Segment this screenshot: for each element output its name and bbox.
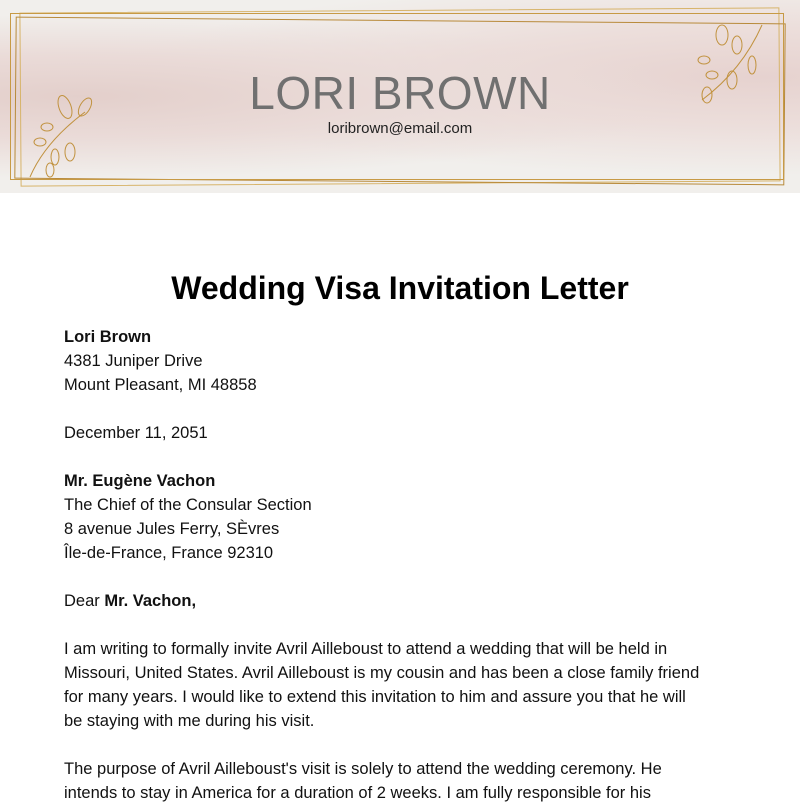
paragraph bbox=[64, 757, 744, 805]
paragraph-line: intends to stay in America for a duration of 2 weeks. I am fully responsible for his bbox=[64, 784, 651, 802]
salutation-prefix: Dear bbox=[64, 592, 105, 610]
salutation-name: Mr. Vachon, bbox=[104, 592, 197, 610]
paragraph-line: be staying with me during his visit. bbox=[64, 712, 315, 730]
sender-address-line: 4381 Juniper Drive bbox=[64, 352, 203, 370]
letterhead-name: LORI BROWN bbox=[249, 67, 551, 119]
letterhead-banner bbox=[0, 0, 800, 193]
recipient-name: Mr. Eugène Vachon bbox=[64, 472, 216, 490]
letter-date: December 11, 2051 bbox=[64, 424, 208, 442]
sender-name: Lori Brown bbox=[64, 328, 152, 346]
letterhead-email: loribrown@email.com bbox=[327, 120, 473, 137]
paragraph-line: I am writing to formally invite Avril Ailleboust to attend a wedding that will be held in bbox=[64, 640, 668, 658]
recipient-block bbox=[64, 469, 744, 565]
recipient-address-line: 8 avenue Jules Ferry, SÈvres bbox=[64, 520, 280, 538]
sender-block bbox=[64, 325, 744, 397]
document-title: Wedding Visa Invitation Letter bbox=[171, 270, 629, 306]
paragraph-line: for many years. I would like to extend this invitation to him and assure you that he will bbox=[64, 688, 686, 706]
sender-address-line: Mount Pleasant, MI 48858 bbox=[64, 376, 257, 394]
recipient-title: The Chief of the Consular Section bbox=[64, 496, 312, 514]
recipient-address-line: Île-de-France, France 92310 bbox=[64, 544, 274, 562]
paragraph-line: The purpose of Avril Ailleboust's visit is solely to attend the wedding ceremony. He bbox=[64, 760, 662, 778]
paragraph bbox=[64, 637, 744, 733]
letter-body bbox=[64, 325, 744, 805]
paragraph-line: Missouri, United States. Avril Ailleboust is my cousin and has been a close family friend bbox=[64, 664, 700, 682]
salutation bbox=[64, 589, 744, 613]
